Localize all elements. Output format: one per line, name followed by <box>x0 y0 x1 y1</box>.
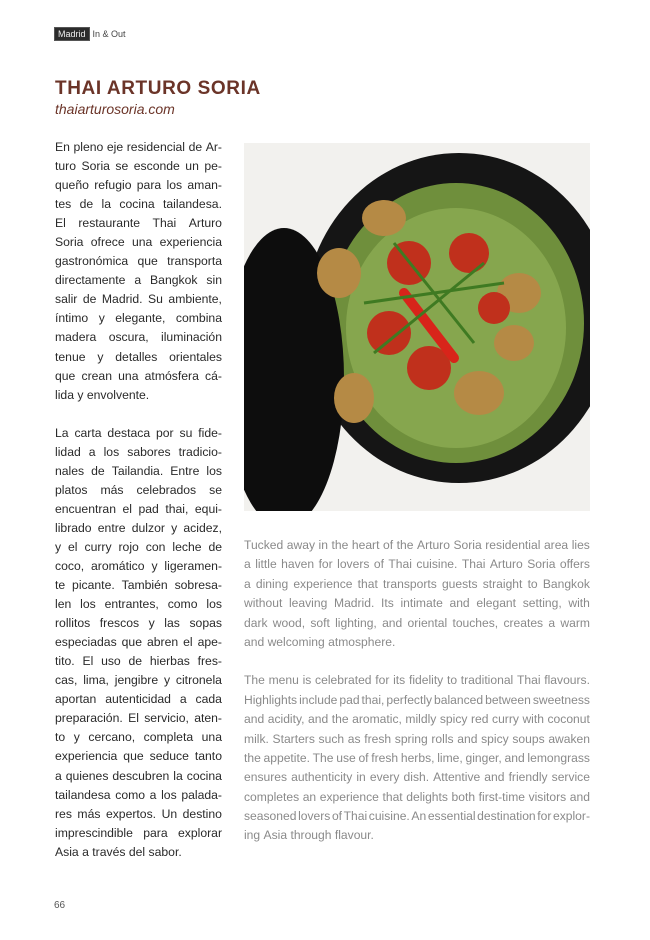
text-line: milk. Starters such as fresh spring rolls and spicy soups awaken <box>244 731 590 746</box>
text-line: librado entre dulzor y acidez, <box>55 520 222 535</box>
text-line: cas, lima, jengibre y citronela <box>55 673 222 688</box>
text-line: preparación. El servicio, aten- <box>55 711 222 726</box>
text-line: len los entrantes, como los <box>55 597 222 612</box>
text-line: platos más celebrados se <box>55 482 222 497</box>
text-line: to y cercano, completa una <box>55 730 222 745</box>
text-line: seasoned lovers of Thai cuisine. An essential destination for explor- <box>244 809 590 824</box>
text-line: without leaving Madrid. Its intimate and elegant setting, with <box>244 596 590 611</box>
text-line: and acidity, and the aromatic, mildly spicy red curry with coconut <box>244 712 590 727</box>
text-line: turo Soria se esconde un pe- <box>55 159 222 174</box>
text-line: te picante. También sobresa- <box>55 578 222 593</box>
text-line: nales de Tailandia. Entre los <box>55 463 222 478</box>
text-line: The menu is celebrated for its fidelity to traditional Thai flavours. <box>244 673 590 688</box>
text-line: tes de la cocina tailandesa. <box>55 197 222 212</box>
text-line: íntimo y elegante, combina <box>55 311 222 326</box>
paragraph-gap <box>244 652 590 671</box>
text-line: tenue y detalles orientales <box>55 349 222 364</box>
text-line: Asia a través del sabor. <box>55 844 182 859</box>
text-line: Soria ofrece una experiencia <box>55 235 222 250</box>
text-line: En pleno eje residencial de Ar- <box>55 140 222 154</box>
page-number: 66 <box>54 900 66 911</box>
text-line: the appetite. The use of fresh herbs, lime, ginger, and lemongrass <box>244 750 590 765</box>
text-line: tailandesa como a los palada- <box>55 787 222 802</box>
text-line: que crean una atmósfera cá- <box>55 368 222 383</box>
text-line: encuentran el pad thai, equi- <box>55 501 222 516</box>
spanish-text-column <box>55 138 222 862</box>
text-line: tito. El uso de hierbas fres- <box>55 654 222 669</box>
text-line: lida y envolvente. <box>55 387 150 402</box>
text-line: ing Asia through flavour. <box>244 828 374 843</box>
dish-photo <box>244 143 590 511</box>
text-line: ensures authenticity in every dish. Attentive and friendly service <box>244 770 590 785</box>
text-line: experiencia que seduce tanto <box>55 749 222 764</box>
section-tag-madrid: Madrid <box>54 27 90 41</box>
text-line: especiadas que abren el ape- <box>55 635 222 650</box>
paragraph-gap <box>55 405 222 424</box>
text-line: coco, aromático y ligeramen- <box>55 558 222 573</box>
text-line: Tucked away in the heart of the Arturo Soria residential area lies <box>244 538 590 552</box>
text-line: lidad a los sabores tradicio- <box>55 444 222 459</box>
section-tag-in-out: In & Out <box>92 29 126 39</box>
article-title: THAI ARTURO SORIA <box>55 78 261 99</box>
text-line: dark wood, soft lighting, and oriental touches, creates a warm <box>244 615 590 630</box>
text-line: a quienes descubren la cocina <box>55 768 222 783</box>
text-line: El restaurante Thai Arturo <box>55 216 222 231</box>
restaurant-website[interactable]: thaiarturosoria.com <box>55 101 175 117</box>
english-text-column <box>244 536 590 846</box>
section-tag <box>54 27 126 41</box>
text-line: res más expertos. Un destino <box>55 806 222 821</box>
text-line: directamente a Bangkok sin <box>55 273 222 288</box>
text-line: a dining experience that transports guests straight to Bangkok <box>244 576 590 591</box>
text-line: a little haven for lovers of Thai cuisine. Thai Arturo Soria offers <box>244 557 590 572</box>
text-line: Highlights include pad thai, perfectly balanced between sweetness <box>244 692 590 707</box>
text-line: completes an experience that delights both first-time visitors and <box>244 789 590 804</box>
text-line: and welcoming atmosphere. <box>244 634 396 649</box>
text-line: y el curry rojo con leche de <box>55 539 222 554</box>
text-line: La carta destaca por su fide- <box>55 425 222 440</box>
text-line: imprescindible para explorar <box>55 825 222 840</box>
text-line: aportan autenticidad a cada <box>55 692 222 707</box>
text-line: queño refugio para los aman- <box>55 178 222 193</box>
text-line: gastronómica que transporta <box>55 254 222 269</box>
text-line: madera oscura, iluminación <box>55 330 222 345</box>
text-line: salir de Madrid. Su ambiente, <box>55 292 222 307</box>
text-line: rollitos frescos y las sopas <box>55 616 222 631</box>
